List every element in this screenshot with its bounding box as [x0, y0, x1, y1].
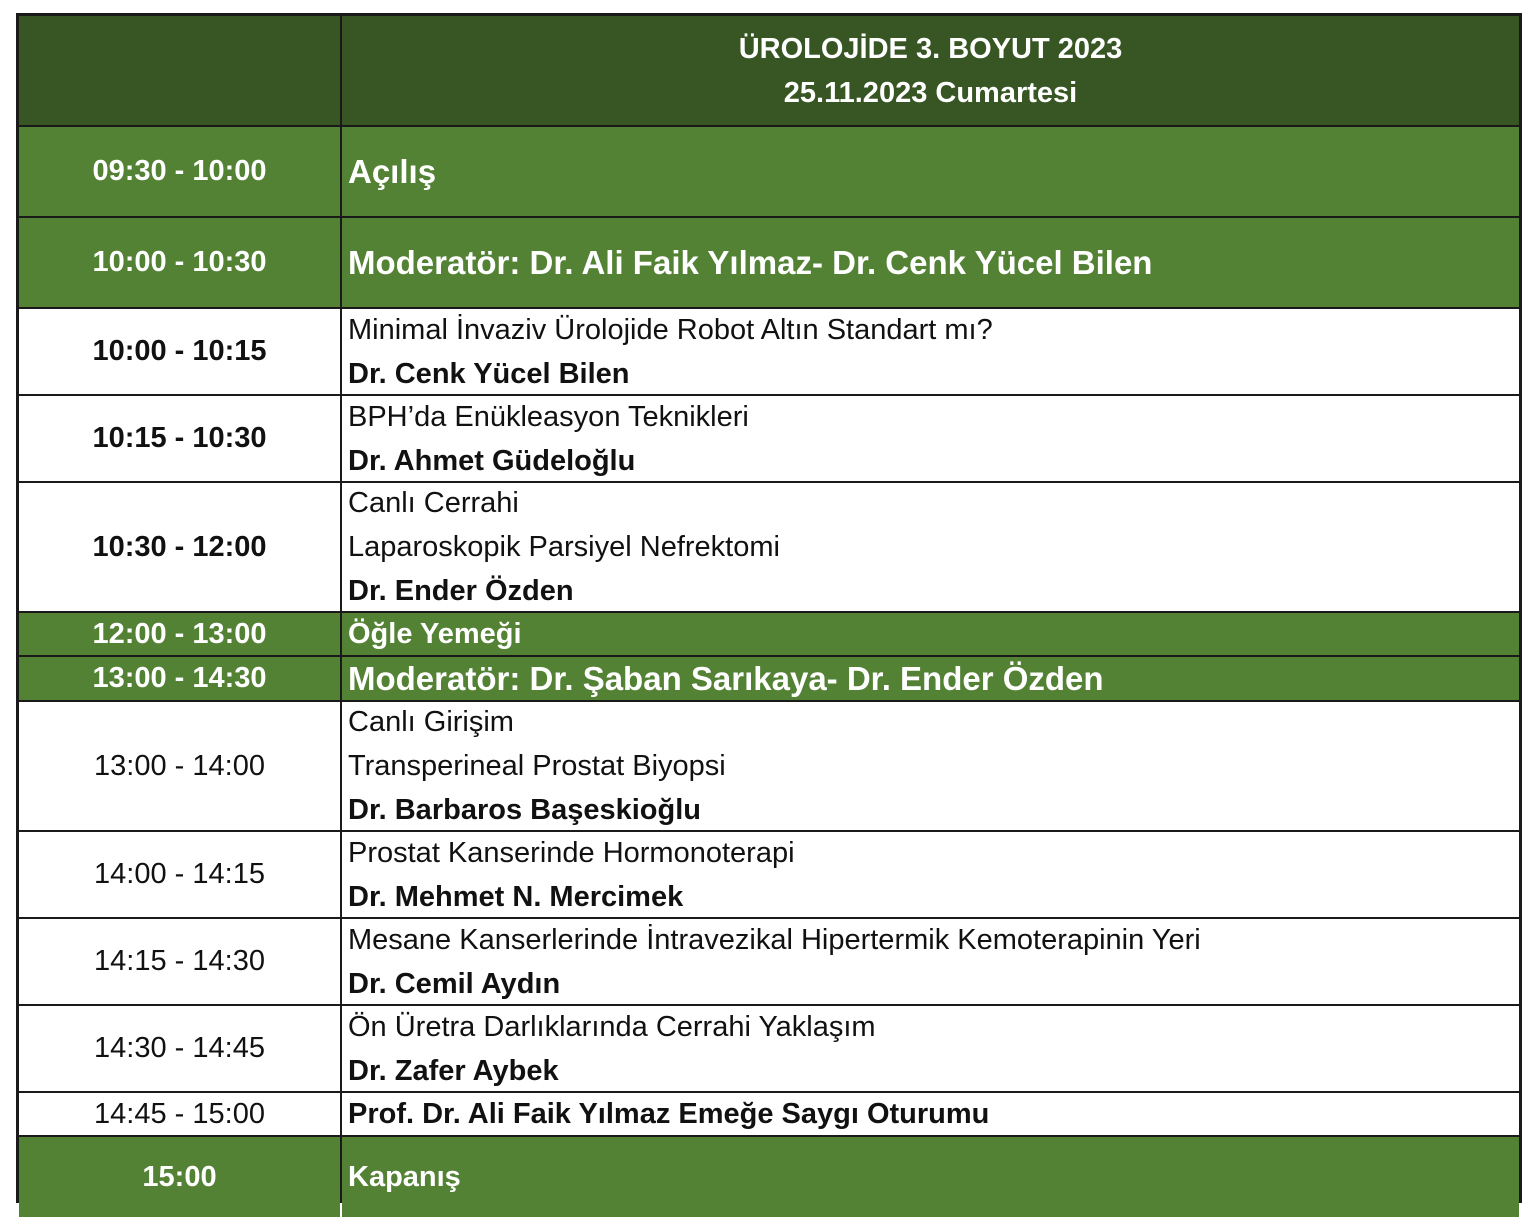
- row-content: [342, 396, 1519, 481]
- talk-subtitle: Laparoskopik Parsiyel Nefrektomi: [348, 531, 780, 563]
- talk-title: Canlı Cerrahi: [348, 487, 519, 519]
- row-content: [342, 127, 1519, 216]
- row-time: 09:30 - 10:00: [19, 127, 340, 216]
- row-content: [342, 702, 1519, 830]
- talk-title: BPH’da Enükleasyon Teknikleri: [348, 400, 749, 433]
- row-content: [342, 218, 1519, 307]
- row-content: [342, 1006, 1519, 1091]
- row-time: 14:00 - 14:15: [19, 832, 340, 917]
- row-content: [342, 483, 1519, 611]
- row-content: [342, 657, 1519, 700]
- session-title: Kapanış: [348, 1161, 461, 1193]
- speaker: Prof. Dr. Ali Faik Yılmaz Emeğe Saygı Oturumu: [348, 1098, 990, 1130]
- session-title: Moderatör: Dr. Şaban Sarıkaya- Dr. Ender Özden: [348, 659, 1104, 697]
- schedule-table: [16, 13, 1522, 1203]
- speaker: Dr. Ahmet Güdeloğlu: [348, 444, 636, 477]
- row-time: 13:00 - 14:00: [19, 702, 340, 830]
- speaker: Dr. Ender Özden: [348, 575, 574, 607]
- row-time: 10:00 - 10:15: [19, 309, 340, 394]
- row-content: [342, 1093, 1519, 1135]
- session-title: Öğle Yemeği: [348, 618, 522, 650]
- speaker: Dr. Cenk Yücel Bilen: [348, 357, 630, 390]
- talk-subtitle: Transperineal Prostat Biyopsi: [348, 750, 726, 782]
- header-cell: [342, 16, 1519, 125]
- event-date: 25.11.2023 Cumartesi: [783, 76, 1078, 109]
- talk-title: Canlı Girişim: [348, 706, 514, 738]
- row-time: 14:30 - 14:45: [19, 1006, 340, 1091]
- speaker: Dr. Barbaros Başeskioğlu: [348, 794, 701, 826]
- row-time: 12:00 - 13:00: [19, 613, 340, 655]
- talk-title: Ön Üretra Darlıklarında Cerrahi Yaklaşım: [348, 1010, 876, 1043]
- speaker: Dr. Zafer Aybek: [348, 1054, 559, 1087]
- session-title: Açılış: [348, 152, 437, 190]
- row-content: [342, 832, 1519, 917]
- row-time: 10:00 - 10:30: [19, 218, 340, 307]
- talk-title: Mesane Kanserlerinde İntravezikal Hipertermik Kemoterapinin Yeri: [348, 923, 1201, 956]
- row-time: 15:00: [19, 1137, 340, 1217]
- row-time: 10:30 - 12:00: [19, 483, 340, 611]
- row-time: 14:15 - 14:30: [19, 919, 340, 1004]
- row-content: [342, 919, 1519, 1004]
- row-time: 14:45 - 15:00: [19, 1093, 340, 1135]
- event-title: ÜROLOJİDE 3. BOYUT 2023: [738, 32, 1123, 65]
- speaker: Dr. Cemil Aydın: [348, 967, 561, 1000]
- row-time: 10:15 - 10:30: [19, 396, 340, 481]
- row-content: [342, 1137, 1519, 1217]
- session-title: Moderatör: Dr. Ali Faik Yılmaz- Dr. Cenk Yücel Bilen: [348, 243, 1153, 281]
- row-content: [342, 613, 1519, 655]
- talk-title: Prostat Kanserinde Hormonoterapi: [348, 836, 795, 869]
- header-empty-cell: [19, 16, 340, 125]
- row-content: [342, 309, 1519, 394]
- row-time: 13:00 - 14:30: [19, 657, 340, 700]
- speaker: Dr. Mehmet N. Mercimek: [348, 880, 684, 913]
- talk-title: Minimal İnvaziv Ürolojide Robot Altın Standart mı?: [348, 313, 993, 346]
